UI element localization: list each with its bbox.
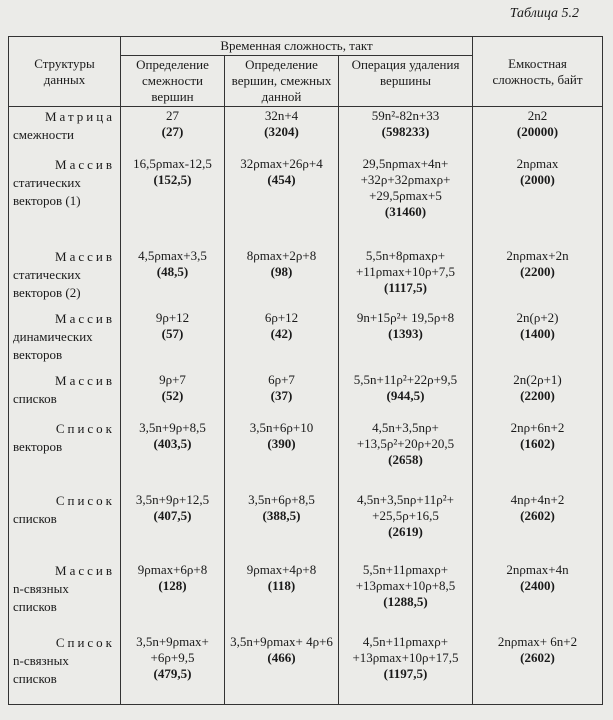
formula: 9ρmax+4ρ+8 [246,561,317,577]
complexity-cell [225,633,339,705]
complexity-cell [121,561,225,633]
structure-name [9,371,121,419]
computed-value: (98) [270,263,293,279]
formula: 4,5ρmax+3,5 [138,247,207,263]
table-row [9,371,603,419]
formula: 2n2 [527,108,548,123]
formula: 3,5n+6ρ+8,5 [248,491,315,507]
complexity-cell [473,247,603,309]
formula: 32ρmax+26ρ+4 [240,155,323,171]
complexity-cell [225,491,339,561]
computed-value: (388,5) [262,507,301,523]
formula: 9ρmax+6ρ+8 [137,561,208,577]
formula: 8ρmax+2ρ+8 [246,247,317,263]
formula: 2nρ+6n+2 [510,419,565,435]
formula: 9ρ+12 [155,309,190,325]
structure-name-line: n-связных [13,580,69,596]
computed-value: (2200) [520,263,555,279]
structure-name-line: Массив [55,562,115,578]
complexity-cell [473,561,603,633]
table-row [9,491,603,561]
structure-name-line: списков [13,598,57,614]
formula: 4,5n+3,5nρ+ +13,5ρ²+20ρ+20,5 [356,419,455,451]
header-capacity: Емкостная сложность, байт [473,37,603,107]
computed-value: (42) [270,325,293,341]
formula: 2nρmax+ 6n+2 [497,633,578,649]
structure-name-line: векторов [13,438,63,454]
computed-value: (3204) [264,124,299,139]
complexity-cell [225,107,339,155]
structure-name-line: списков [13,390,57,406]
complexity-cell [473,309,603,371]
structure-name [9,419,121,491]
formula: 3,5n+9ρ+12,5 [135,491,210,507]
table-row [9,107,603,155]
structure-name-line: Массив [55,372,115,388]
complexity-table [8,36,603,705]
complexity-cell [121,371,225,419]
structure-name-line: статических [13,266,81,282]
computed-value: (48,5) [156,263,189,279]
complexity-cell [121,419,225,491]
header-structures: Структуры данных [9,37,121,107]
computed-value: (1400) [520,325,555,341]
complexity-cell [225,371,339,419]
structure-name-line: Список [55,492,115,508]
formula: 3,5n+9ρ+8,5 [139,419,206,435]
formula: 59n²-82n+33 [371,108,440,123]
formula: 27 [166,108,179,123]
structure-name-line: Массив [55,248,115,264]
complexity-cell [473,371,603,419]
computed-value: (1117,5) [384,279,427,295]
complexity-cell [339,633,473,705]
structure-name [9,633,121,705]
complexity-cell [121,155,225,247]
formula: 32n+4 [264,108,299,123]
complexity-cell [473,107,603,155]
structure-name-line: динамических [13,328,93,344]
structure-name-line: Массив [55,156,115,172]
structure-name [9,561,121,633]
formula: 2nρmax+2n [506,247,569,263]
computed-value: (454) [267,171,296,187]
formula: 3,5n+6ρ+10 [249,419,314,435]
computed-value: (1288,5) [383,593,428,609]
computed-value: (57) [161,325,184,341]
complexity-cell [339,247,473,309]
structure-name-line: векторов [13,346,63,362]
formula: 4,5n+3,5nρ+11ρ²+ +25,5ρ+16,5 [357,491,454,523]
structure-name-line: смежности [13,127,74,142]
formula: 5,5n+11ρmaxρ+ +13ρmax+10ρ+8,5 [355,561,456,593]
computed-value: (2602) [520,649,555,665]
computed-value: (52) [161,387,184,403]
formula: 9n+15ρ²+ 19,5ρ+8 [356,309,455,325]
formula: 2n(2ρ+1) [513,371,562,387]
structure-name-line: списков [13,510,57,526]
structure-name-line: статических [13,174,81,190]
formula: 2nρmax [516,155,559,171]
structure-name-line: Список [55,420,115,436]
computed-value: (479,5) [153,665,192,681]
structure-name-line: векторов (2) [13,284,81,300]
formula: 2nρmax+4n [506,561,569,577]
complexity-cell [225,419,339,491]
table-caption: Таблица 5.2 [509,6,579,21]
structure-name-line: векторов (1) [13,192,81,208]
computed-value: (466) [267,649,296,665]
complexity-cell [225,247,339,309]
complexity-cell [339,419,473,491]
complexity-cell [473,155,603,247]
formula: 5,5n+11ρ²+22ρ+9,5 [353,371,458,387]
structure-name [9,107,121,155]
computed-value: (27) [161,124,184,139]
complexity-cell [473,491,603,561]
complexity-cell [225,155,339,247]
complexity-cell [121,633,225,705]
structure-name-line: списков [13,670,57,686]
formula: 3,5n+9ρmax+ 4ρ+6 [230,633,333,649]
complexity-cell [225,561,339,633]
header-adjacent-vertices: Определение вершин, смежных данной [225,56,339,107]
computed-value: (2602) [520,507,555,523]
computed-value: (598233) [381,124,430,139]
structure-name-line: Матрица [44,109,115,124]
computed-value: (118) [267,577,296,593]
complexity-cell [121,247,225,309]
structure-name-line: Массив [55,310,115,326]
computed-value: (2000) [520,171,555,187]
complexity-cell [121,309,225,371]
computed-value: (37) [270,387,293,403]
complexity-cell [339,371,473,419]
complexity-cell [339,491,473,561]
formula: 4,5n+11ρmaxρ+ +13ρmax+10ρ+17,5 [352,633,459,665]
computed-value: (2400) [520,577,555,593]
complexity-cell [339,309,473,371]
computed-value: (128) [158,577,187,593]
complexity-cell [473,633,603,705]
table-row [9,561,603,633]
structure-name [9,491,121,561]
formula: 2n(ρ+2) [516,309,559,325]
computed-value: (152,5) [153,171,192,187]
computed-value: (2658) [388,451,423,467]
computed-value: (20000) [516,124,559,139]
complexity-cell [121,107,225,155]
structure-name [9,247,121,309]
table-row [9,419,603,491]
computed-value: (407,5) [153,507,192,523]
complexity-cell [473,419,603,491]
formula: 5,5n+8ρmaxρ+ +11ρmax+10ρ+7,5 [355,247,456,279]
complexity-cell [339,561,473,633]
header-adjacency: Определение смежности вершин [121,56,225,107]
computed-value: (403,5) [153,435,192,451]
structure-name [9,309,121,371]
computed-value: (2619) [388,523,423,539]
table-row [9,155,603,247]
header-time-complexity: Временная сложность, такт [121,37,473,56]
complexity-cell [339,155,473,247]
computed-value: (1602) [520,435,555,451]
computed-value: (31460) [384,203,427,219]
complexity-cell [339,107,473,155]
complexity-cell [225,309,339,371]
formula: 3,5n+9ρmax+ +6ρ+9,5 [136,633,209,665]
formula: 16,5ρmax-12,5 [133,155,212,171]
computed-value: (944,5) [386,387,425,403]
formula: 4nρ+4n+2 [510,491,565,507]
formula: 29,5nρmax+4n+ +32ρ+32ρmaxρ+ +29,5ρmax+5 [360,155,451,203]
table-row [9,247,603,309]
structure-name [9,155,121,247]
structure-name-line: Список [55,634,115,650]
computed-value: (1393) [388,325,423,341]
computed-value: (1197,5) [383,665,428,681]
formula: 6ρ+12 [264,309,299,325]
complexity-cell [121,491,225,561]
table-row [9,633,603,705]
computed-value: (2200) [520,387,555,403]
formula: 9ρ+7 [159,371,186,387]
table-row [9,309,603,371]
computed-value: (390) [267,435,296,451]
formula: 6ρ+7 [268,371,295,387]
header-delete-vertex: Операция удаления вершины [339,56,473,107]
structure-name-line: n-связных [13,652,69,668]
